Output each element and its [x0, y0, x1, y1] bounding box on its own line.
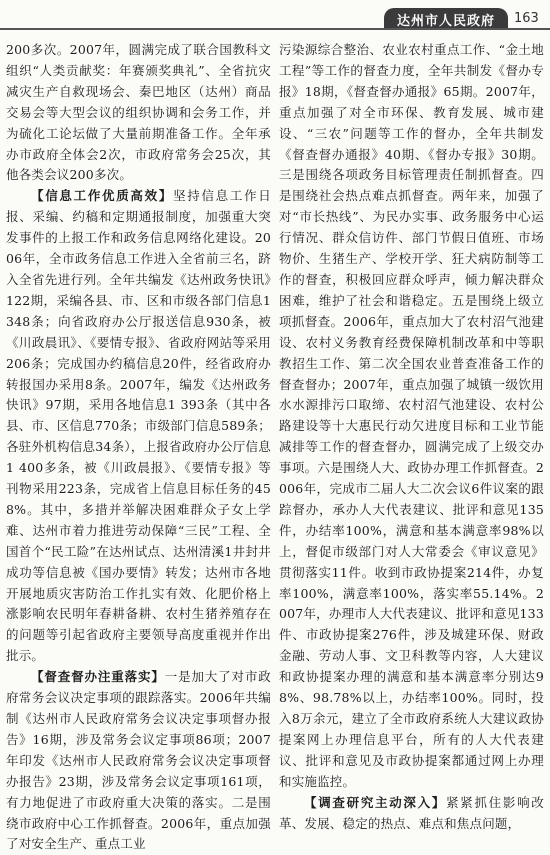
page-number: 163 — [514, 11, 539, 26]
paragraph-text: 坚持信息工作日报、采编、约稿和定期通报制度，加强重大突发事件的上报工作和政务信息网络化建设。2006年，全市政务信息工作进入全省前三名，跻入全省先进行列。全年共编发《达州政务快讯》122期，采编各县、市、区和市级各部门信息1 348条；向省政府办公厅报送信息930条，被《川政晨讯》、《要情专报》、省政府网站等采用206条；完成国办约稿信息20件，经省政府办转报国办采用8条。2007年，编发《达州政务快讯》97期，采用各地信息1 393条（其中各县、市、区信息770条；市级部门信息589条；各驻外机构信息34条），上报省政府办公厅信息1 400多条，被《川政晨报》、《要情专报》等刊物采用223条，完成省上信息目标任务的458%。其中，多措并举解决困难群众子女上学难、达州市着力推进劳动保障“三民”工程、全国首个“民工险”在达州试点、达州清溪1井封井成功等信息被《国办要情》转发；达州市各地开展地质灾害防治工作扎实有效、化肥价格上涨影响农民明年春耕备耕、农村生猪养殖存在的问题等引起省政府主要领导高度重视并作出批示。 — [6, 188, 271, 664]
header-title: 达州市人民政府 — [396, 13, 495, 29]
paragraph-research — [279, 793, 544, 835]
header-rule — [0, 28, 550, 30]
section-heading: 【信息工作优质高效】 — [31, 188, 174, 204]
section-heading: 【督查督办注重落实】 — [31, 669, 165, 685]
paragraph-text: 紧紧抓住影响改革、发展、稳定的热点、难点和焦点问题， — [279, 794, 544, 831]
paragraph-supervision — [6, 667, 271, 855]
section-heading: 【调查研究主动深入】 — [304, 794, 447, 810]
header-tab — [384, 8, 508, 30]
right-column — [279, 40, 544, 840]
left-column — [6, 40, 271, 852]
paragraph-text: 一是加大了对市政府常务会议决定事项的跟踪落实。2006年共编制《达州市人民政府常务会议决定事项督办报告》16期，涉及常务会议定事项86项；2007年印发《达州市人民政府常务会议决定事项督办报告》23期，涉及常务会议定事项161项，有力地促进了市政府重大决策的落实。二是围绕市政府中心工作抓督查。2006年，重点加强了对安全生产、重点工业 — [6, 669, 271, 852]
page-header — [0, 0, 550, 34]
paragraph: 200多次。2007年，圆满完成了联合国教科文组织“人类贡献奖：年赛颁奖典礼”、全省抗灾减灾生产自救现场会、秦巴地区（达州）商品交易会等大型会议的组织协调和会务工作，并为硫化工论坛做了大量前期准备工作。全年承办市政府全体会2次，市政府常务会25次，其他各类会议200多次。 — [6, 42, 271, 183]
paragraph: 污染源综合整治、农业农村重点工作、“金土地工程”等工作的督查力度，全年共制发《督办专报》18期，《督查督办通报》65期。2007年，重点加强了对全市环保、教育发展、城市建设、“三农”问题等工作的督办，全年共制发《督查督办通报》40期、《督办专报》30期。三是围绕各项政务目标管理责任制抓督查。四是围绕社会热点难点抓督查。两年来，加强了对“市长热线”、为民办实事、政务服务中心运行情况、群众信访件、部门节假日值班、市场物价、生猪生产、学校开学、狂犬病防制等工作的督查，积极回应群众呼声，倾力解决群众困难，维护了社会和谐稳定。五是围绕上级立项抓督查。2006年，重点加大了农村沼气池建设、农村义务教育经费保障机制改革和中等职教招生工作、第二次全国农业普查准备工作的督查督办；2007年，重点加强了城镇一级饮用水水源排污口取缔、农村沼气池建设、农村公路建设等十大惠民行动欠进度目标和工业节能减排等工作的督查督办，圆满完成了上级交办事项。六是围绕人大、政协办理工作抓督查。2006年，完成市二届人大二次会议6件议案的跟踪督办，承办人大代表建议、批评和意见135件，办结率100%，满意和基本满意率98%以上，督促市级部门对人大常委会《审议意见》贯彻落实11件。收到市政协提案214件，办复率100%，满意率100%，落实率55.14%。2007年，办理市人大代表建议、批评和意见133件、市政协提案276件，涉及城建环保、财政金融、劳动人事、文卫科教等内容，人大建议和政协提案办理的满意和基本满意率分别达98%、98.78%以上，办结率100%。同时，投入8万余元，建立了全市政府系统人大建议政协提案网上办理信息平台，所有的人大代表建议、批评和意见及市政协提案都通过网上办理和实施监控。 — [279, 42, 544, 789]
paragraph-info-work — [6, 186, 271, 667]
